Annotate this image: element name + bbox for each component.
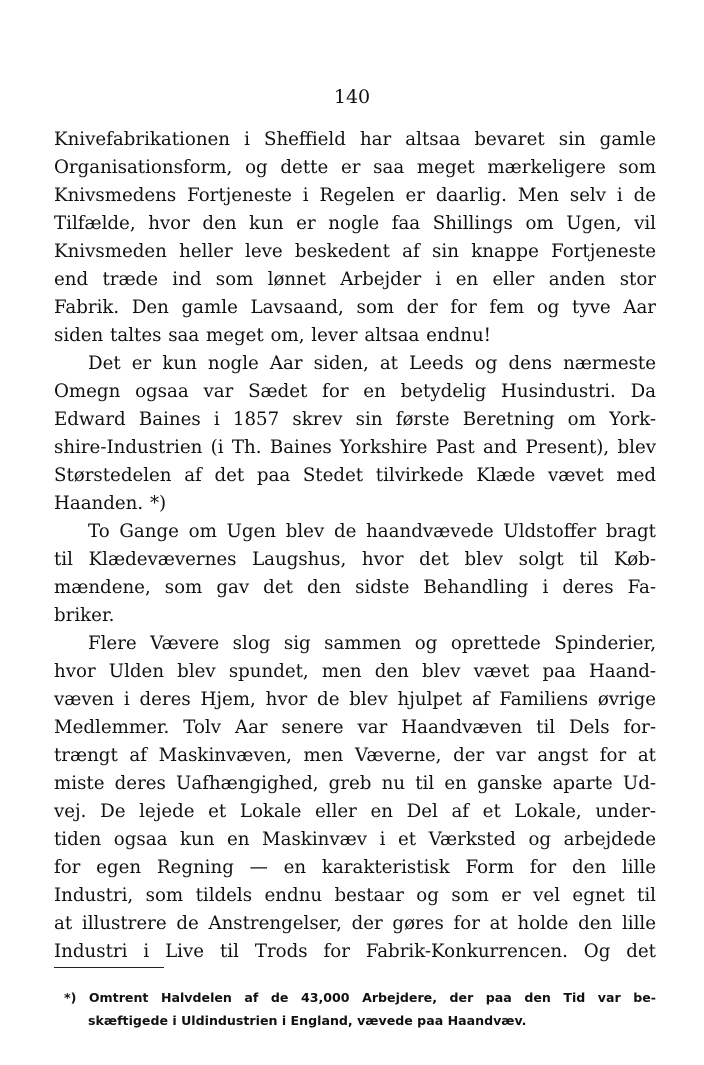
text-line: Fabrik. Den gamle Lavsaand, som der for fem og tyve Aar [54,297,656,318]
text-line: Knivsmedens Fortjeneste i Regelen er daarlig. Men selv i de [54,185,656,206]
text-line: at illustrere de Anstrengelser, der gøres for at holde den lille [54,913,656,934]
text-line: for egen Regning — en karakteristisk Form for den lille [54,857,656,878]
text-line: Edward Baines i 1857 skrev sin første Beretning om York- [54,409,656,430]
text-line: Industri, som tildels endnu bestaar og som er vel egnet til [54,885,656,906]
text-line: Industri i Live til Trods for Fabrik-Konkurrencen. Og det [54,941,656,962]
text-line: Organisationsform, og dette er saa meget mærkeligere som [54,157,656,178]
text-line: hvor Ulden blev spundet, men den blev vævet paa Haand- [54,661,656,682]
text-line: Haanden. *) [54,493,167,514]
footnote-divider [54,967,164,968]
page-number: 140 [333,86,371,108]
text-line: Det er kun nogle Aar siden, at Leeds og dens nærmeste [88,353,656,374]
text-line: mændene, som gav det den sidste Behandling i deres Fa- [54,577,656,598]
text-line: miste deres Uafhængighed, greb nu til en ganske aparte Ud- [54,773,656,794]
text-line: Størstedelen af det paa Stedet tilvirkede Klæde vævet med [54,465,656,486]
text-line: Flere Vævere slog sig sammen og oprettede Spinderier, [88,633,656,654]
footnote-line: skæftigede i Uldindustrien i England, vævede paa Haandvæv. [88,1013,527,1028]
text-line: trængt af Maskinvæven, men Væverne, der var angst for at [54,745,656,766]
footnote [54,986,656,1032]
text-line: shire-Industrien (i Th. Baines Yorkshire Past and Present), blev [54,437,656,458]
text-line: Knivefabrikationen i Sheffield har altsaa bevaret sin gamle [54,129,656,150]
body-text [54,126,656,966]
text-line: Knivsmeden heller leve beskedent af sin knappe Fortjeneste [54,241,656,262]
text-line: væven i deres Hjem, hvor de blev hjulpet af Familiens øvrige [54,689,656,710]
text-line: To Gange om Ugen blev de haandvævede Uldstoffer bragt [88,521,656,542]
footnote-line: *) Omtrent Halvdelen af de 43,000 Arbejdere, der paa den Tid var be- [64,990,656,1005]
text-line: Medlemmer. Tolv Aar senere var Haandvæven til Dels for- [54,717,656,738]
text-line: Tilfælde, hvor den kun er nogle faa Shillings om Ugen, vil [54,213,656,234]
text-line: Omegn ogsaa var Sædet for en betydelig Husindustri. Da [54,381,656,402]
text-line: end træde ind som lønnet Arbejder i en eller anden stor [54,269,656,290]
text-line: til Klædevævernes Laugshus, hvor det blev solgt til Køb- [54,549,656,570]
text-line: tiden ogsaa kun en Maskinvæv i et Værksted og arbejdede [54,829,656,850]
text-line: siden taltes saa meget om, lever altsaa endnu! [54,325,491,346]
text-line: vej. De lejede et Lokale eller en Del af et Lokale, under- [54,801,656,822]
text-line: briker. [54,605,115,626]
